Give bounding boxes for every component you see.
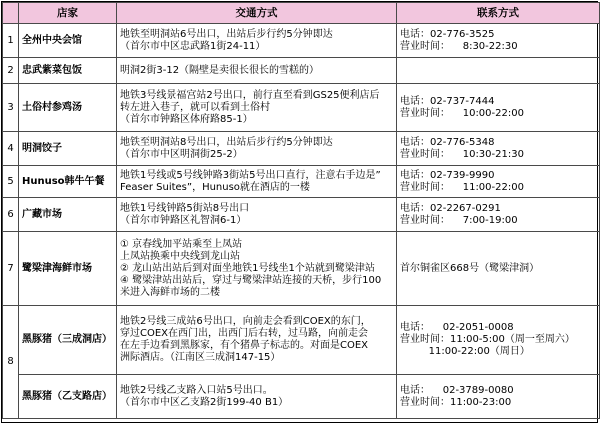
table-row (3, 24, 600, 58)
contact-info (397, 58, 600, 84)
transport-info (117, 132, 397, 166)
header-contact: 联系方式 (397, 3, 600, 24)
transport-info (117, 198, 397, 232)
row-number: 3 (3, 84, 19, 132)
contact-line: 电话： 02-2051-0008 (400, 322, 514, 333)
transport-line: 地铁至明洞站8号出口，出站后步行约5分钟即达 (120, 136, 333, 148)
transport-line: 地铁1号线钟路5街站8号出口 (120, 202, 250, 214)
transport-line: 转左进入巷子，就可以看到土俗村 (120, 101, 270, 113)
contact-info (397, 24, 600, 58)
contact-info (397, 132, 600, 166)
row-number: 8 (3, 306, 19, 419)
transport-line: 地铁2号线乙支路入口站5号出口。 (120, 384, 273, 396)
table-row (3, 232, 600, 306)
contact-line: 11:00-22:00（周日） (400, 346, 530, 357)
contact-line: 电话：02-776-5348 (400, 136, 495, 148)
transport-line: 在左手边看到黑豚家，有个猪鼻子标志的。对面是COEX (120, 340, 369, 351)
row-number: 1 (3, 24, 19, 58)
transport-line: ④ 鹭梁津站出站后，穿过与鹭梁津站连接的天桥，步行100 (120, 274, 382, 286)
table-row (3, 166, 600, 198)
transport-line: （首尔市钟路区体府路85-1） (120, 113, 253, 125)
table-row (3, 198, 600, 232)
transport-info (117, 375, 397, 419)
row-number: 2 (3, 58, 19, 84)
contact-line: 营业时间： 11:00-22:00 (400, 181, 524, 193)
transport-line: （首尔市中区忠武路1街24-11） (120, 40, 266, 52)
shop-name: 土俗村参鸡汤 (19, 84, 117, 132)
contact-info (397, 84, 600, 132)
contact-line: 电话： 02-3789-0080 (400, 384, 514, 396)
contact-info (397, 198, 600, 232)
transport-info (117, 58, 397, 84)
transport-line: 地铁1号线或5号线钟路3街站5号出口直行，注意右手边是” (120, 169, 381, 181)
contact-line: 电话：02-737-7444 (400, 95, 495, 107)
shop-name: Hunuso韩牛午餐 (19, 166, 117, 198)
contact-line: 电话：02-2267-0291 (400, 202, 501, 214)
header-row (3, 3, 600, 24)
shop-name: 鹭梁津海鲜市场 (19, 232, 117, 306)
transport-line: （首尔市钟路区礼智洞6-1） (120, 214, 247, 226)
shop-name: 黑豚猪（三成洞店） (19, 306, 117, 375)
header-name: 店家 (19, 3, 117, 24)
contact-line: 电话：02-776-3525 (400, 28, 495, 40)
row-number: 5 (3, 166, 19, 198)
transport-line: 地铁2号线三成站6号出口，向前走会看到COEX的东门， (120, 316, 371, 327)
contact-line: 营业时间：11:00-5:00（周一至周六） (400, 334, 575, 345)
transport-line: 米进入海鲜市场的二楼 (120, 286, 220, 298)
shop-name: 明洞饺子 (19, 132, 117, 166)
transport-line: 上凤站换乘中央线到龙山站 (120, 250, 240, 262)
contact-info (397, 306, 600, 375)
table-row (3, 132, 600, 166)
table-row (3, 306, 600, 375)
table-row (3, 375, 600, 419)
transport-info (117, 24, 397, 58)
transport-info (117, 84, 397, 132)
transport-line: ① 京春线加平站乘至上凤站 (120, 238, 243, 250)
transport-line: 地铁至明洞站6号出口，出站后步行约5分钟即达 (120, 28, 333, 40)
contact-line: 营业时间： 8:30-22:30 (400, 40, 518, 52)
contact-info (397, 232, 600, 306)
transport-line: 穿过COEX在西门出，出西门后右转，过马路，向前走会 (120, 328, 369, 339)
row-number: 4 (3, 132, 19, 166)
contact-info (397, 166, 600, 198)
shop-name: 忠武紫菜包饭 (19, 58, 117, 84)
restaurant-table (2, 2, 600, 419)
transport-info (117, 232, 397, 306)
shop-name: 广藏市场 (19, 198, 117, 232)
table-body (3, 24, 600, 419)
contact-line: 营业时间： 10:30-21:30 (400, 148, 524, 160)
transport-line: ② 龙山站出站后到对面坐地铁1号线坐1个站就到鹭梁津站 (120, 262, 375, 274)
table-row (3, 58, 600, 84)
transport-info (117, 306, 397, 375)
row-number: 6 (3, 198, 19, 232)
contact-info (397, 375, 600, 419)
contact-line: 营业时间： 7:00-19:00 (400, 214, 518, 226)
transport-line: 地铁3号线景福宫站2号出口，前行直至看到GS25便利店后 (120, 89, 380, 101)
contact-line: 首尔铜雀区668号（鹭梁津洞） (400, 262, 540, 274)
transport-line: 明洞2街3-12（隔壁是卖很长很长的雪糕的） (120, 64, 320, 76)
header-num (3, 3, 19, 24)
header-transport: 交通方式 (117, 3, 397, 24)
shop-name: 全州中央会馆 (19, 24, 117, 58)
contact-line: 营业时间：11:00-23:00 (400, 396, 512, 408)
contact-line: 电话：02-739-9990 (400, 169, 495, 181)
table-frame (1, 1, 598, 423)
contact-line: 营业时间： 10:00-22:00 (400, 107, 524, 119)
transport-line: （首尔市中区明洞街25-2） (120, 148, 243, 160)
transport-line: （首尔市中区乙支路2街199-40 B1） (120, 396, 289, 408)
transport-line: 洲际酒店。（江南区三成洞147-15） (120, 352, 281, 363)
transport-info (117, 166, 397, 198)
shop-name: 黑豚猪（乙支路店） (19, 375, 117, 419)
table-row (3, 84, 600, 132)
row-number: 7 (3, 232, 19, 306)
transport-line: Feaser Suites”，Hunuso就在酒店的一楼 (120, 181, 310, 193)
